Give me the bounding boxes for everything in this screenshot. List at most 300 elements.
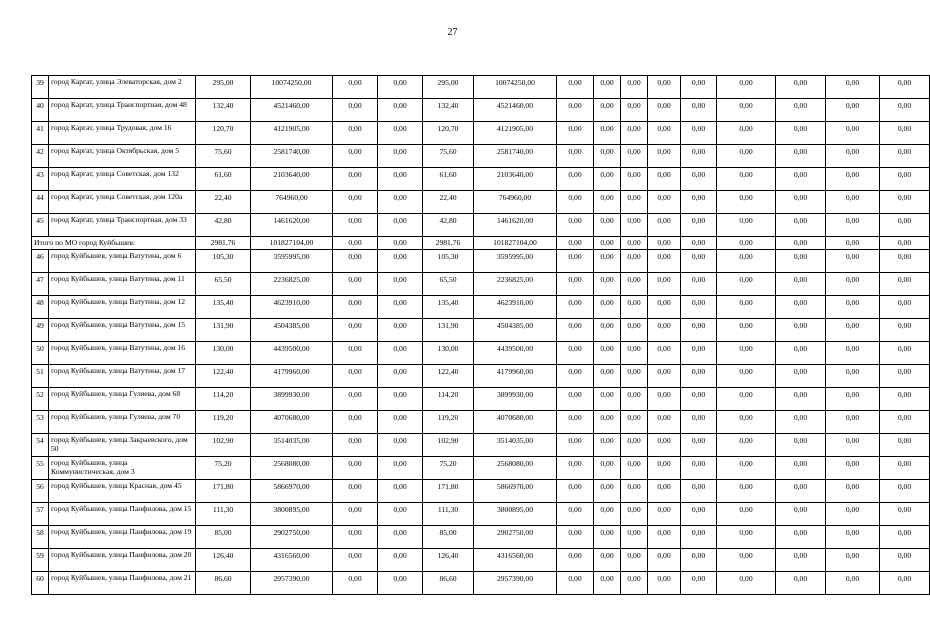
value-cell: 0,00: [378, 503, 423, 526]
row-number: 49: [32, 319, 49, 342]
value-cell: 135,40: [423, 296, 474, 319]
address-cell: город Куйбышев, улица Панфилова, дом 19: [49, 526, 196, 549]
value-cell: 130,00: [423, 342, 474, 365]
value-cell: 42,80: [196, 214, 251, 237]
value-cell: 0,00: [594, 214, 621, 237]
value-cell: 0,00: [717, 250, 776, 273]
value-cell: 0,00: [717, 76, 776, 99]
value-cell: 0,00: [557, 480, 594, 503]
address-cell: город Куйбышев, улица Панфилова, дом 21: [49, 572, 196, 595]
value-cell: 4121905,00: [474, 122, 557, 145]
value-cell: 2568080,00: [474, 457, 557, 480]
address-cell: город Каргат, улица Транспортная, дом 48: [49, 99, 196, 122]
subtotal-value-cell: 0,00: [557, 237, 594, 250]
value-cell: 0,00: [333, 457, 378, 480]
address-cell: город Куйбышев, улица Красная, дом 45: [49, 480, 196, 503]
value-cell: 0,00: [621, 457, 648, 480]
subtotal-label: Итого по МО город Куйбышев:: [32, 237, 196, 250]
value-cell: 0,00: [557, 250, 594, 273]
table-row: [32, 434, 930, 457]
value-cell: 135,40: [196, 296, 251, 319]
value-cell: 764960,00: [474, 191, 557, 214]
value-cell: 131,90: [196, 319, 251, 342]
address-cell: город Куйбышев, улица Закраевского, дом 50: [49, 434, 196, 457]
row-number: 51: [32, 365, 49, 388]
value-cell: 0,00: [717, 214, 776, 237]
value-cell: 0,00: [776, 434, 826, 457]
value-cell: 4521460,00: [474, 99, 557, 122]
value-cell: 0,00: [621, 191, 648, 214]
value-cell: 0,00: [594, 434, 621, 457]
value-cell: 0,00: [621, 365, 648, 388]
subtotal-value-cell: 0,00: [648, 237, 681, 250]
value-cell: 0,00: [880, 145, 930, 168]
value-cell: 65,50: [423, 273, 474, 296]
value-cell: 0,00: [776, 572, 826, 595]
value-cell: 3595995,00: [474, 250, 557, 273]
value-cell: 130,00: [196, 342, 251, 365]
value-cell: 0,00: [880, 250, 930, 273]
row-number: 44: [32, 191, 49, 214]
row-number: 46: [32, 250, 49, 273]
value-cell: 0,00: [378, 480, 423, 503]
value-cell: 0,00: [557, 76, 594, 99]
value-cell: 0,00: [776, 526, 826, 549]
value-cell: 0,00: [717, 549, 776, 572]
value-cell: 0,00: [717, 99, 776, 122]
value-cell: 0,00: [776, 76, 826, 99]
value-cell: 4504385,00: [251, 319, 333, 342]
value-cell: 0,00: [648, 273, 681, 296]
value-cell: 4179960,00: [251, 365, 333, 388]
value-cell: 5866970,00: [474, 480, 557, 503]
value-cell: 0,00: [648, 549, 681, 572]
value-cell: 0,00: [776, 122, 826, 145]
value-cell: 0,00: [333, 122, 378, 145]
value-cell: 0,00: [776, 214, 826, 237]
value-cell: 0,00: [776, 480, 826, 503]
value-cell: 0,00: [826, 273, 880, 296]
value-cell: 0,00: [621, 480, 648, 503]
value-cell: 0,00: [594, 526, 621, 549]
value-cell: 0,00: [681, 191, 717, 214]
value-cell: 0,00: [333, 214, 378, 237]
value-cell: 2902750,00: [474, 526, 557, 549]
value-cell: 0,00: [681, 296, 717, 319]
address-cell: город Каргат, улица Советская, дом 132: [49, 168, 196, 191]
subtotal-value-cell: 0,00: [776, 237, 826, 250]
value-cell: 0,00: [880, 214, 930, 237]
value-cell: 0,00: [880, 480, 930, 503]
value-cell: 0,00: [826, 319, 880, 342]
value-cell: 0,00: [557, 549, 594, 572]
value-cell: 0,00: [594, 503, 621, 526]
value-cell: 0,00: [621, 526, 648, 549]
value-cell: 0,00: [648, 365, 681, 388]
value-cell: 0,00: [594, 191, 621, 214]
address-cell: город Куйбышев, улица Ватутина, дом 6: [49, 250, 196, 273]
subtotal-row: [32, 237, 930, 250]
value-cell: 0,00: [594, 457, 621, 480]
value-cell: 61,60: [196, 168, 251, 191]
value-cell: 5866970,00: [251, 480, 333, 503]
value-cell: 0,00: [717, 572, 776, 595]
table-row: [32, 480, 930, 503]
row-number: 40: [32, 99, 49, 122]
row-number: 47: [32, 273, 49, 296]
value-cell: 1461620,00: [474, 214, 557, 237]
value-cell: 0,00: [557, 388, 594, 411]
value-cell: 0,00: [378, 99, 423, 122]
value-cell: 0,00: [880, 168, 930, 191]
value-cell: 0,00: [621, 76, 648, 99]
value-cell: 0,00: [648, 145, 681, 168]
value-cell: 0,00: [557, 342, 594, 365]
value-cell: 0,00: [378, 549, 423, 572]
value-cell: 0,00: [717, 388, 776, 411]
value-cell: 0,00: [378, 273, 423, 296]
value-cell: 0,00: [594, 480, 621, 503]
value-cell: 0,00: [333, 434, 378, 457]
value-cell: 22,40: [196, 191, 251, 214]
value-cell: 0,00: [826, 250, 880, 273]
address-cell: город Куйбышев, улица Ватутина, дом 15: [49, 319, 196, 342]
value-cell: 120,70: [423, 122, 474, 145]
value-cell: 114,20: [196, 388, 251, 411]
value-cell: 0,00: [880, 191, 930, 214]
table-row: [32, 273, 930, 296]
value-cell: 0,00: [378, 122, 423, 145]
row-number: 54: [32, 434, 49, 457]
value-cell: 0,00: [378, 572, 423, 595]
table-row: [32, 457, 930, 480]
value-cell: 0,00: [776, 388, 826, 411]
value-cell: 120,70: [196, 122, 251, 145]
value-cell: 0,00: [378, 319, 423, 342]
value-cell: 0,00: [648, 526, 681, 549]
value-cell: 4439500,00: [251, 342, 333, 365]
value-cell: 2103640,00: [251, 168, 333, 191]
value-cell: 3800895,00: [474, 503, 557, 526]
subtotal-value-cell: 101827104,00: [474, 237, 557, 250]
subtotal-value-cell: 0,00: [378, 237, 423, 250]
value-cell: 0,00: [681, 145, 717, 168]
value-cell: 3595995,00: [251, 250, 333, 273]
value-cell: 0,00: [681, 572, 717, 595]
value-cell: 0,00: [880, 457, 930, 480]
value-cell: 4070680,00: [251, 411, 333, 434]
value-cell: 0,00: [333, 273, 378, 296]
value-cell: 0,00: [681, 214, 717, 237]
value-cell: 2902750,00: [251, 526, 333, 549]
row-number: 41: [32, 122, 49, 145]
value-cell: 0,00: [333, 526, 378, 549]
value-cell: 0,00: [557, 434, 594, 457]
value-cell: 132,40: [423, 99, 474, 122]
value-cell: 10074250,00: [474, 76, 557, 99]
value-cell: 0,00: [648, 342, 681, 365]
subtotal-value-cell: 0,00: [681, 237, 717, 250]
value-cell: 0,00: [594, 168, 621, 191]
table-row: [32, 99, 930, 122]
value-cell: 0,00: [378, 145, 423, 168]
table-row: [32, 526, 930, 549]
value-cell: 2103640,00: [474, 168, 557, 191]
value-cell: 3514035,00: [474, 434, 557, 457]
value-cell: 126,40: [196, 549, 251, 572]
value-cell: 111,30: [196, 503, 251, 526]
value-cell: 4623910,00: [474, 296, 557, 319]
value-cell: 131,90: [423, 319, 474, 342]
value-cell: 0,00: [681, 168, 717, 191]
value-cell: 171,80: [196, 480, 251, 503]
value-cell: 4070680,00: [474, 411, 557, 434]
value-cell: 0,00: [826, 342, 880, 365]
value-cell: 0,00: [776, 296, 826, 319]
value-cell: 0,00: [594, 549, 621, 572]
address-cell: город Каргат, улица Трудовая, дом 16: [49, 122, 196, 145]
value-cell: 0,00: [557, 273, 594, 296]
value-cell: 4504385,00: [474, 319, 557, 342]
row-number: 59: [32, 549, 49, 572]
value-cell: 0,00: [378, 76, 423, 99]
value-cell: 0,00: [648, 572, 681, 595]
value-cell: 0,00: [378, 296, 423, 319]
row-number: 53: [32, 411, 49, 434]
value-cell: 0,00: [621, 319, 648, 342]
value-cell: 0,00: [621, 388, 648, 411]
value-cell: 119,20: [423, 411, 474, 434]
value-cell: 0,00: [557, 319, 594, 342]
address-cell: город Куйбышев, улица Гуляева, дом 70: [49, 411, 196, 434]
value-cell: 2581740,00: [251, 145, 333, 168]
value-cell: 0,00: [648, 168, 681, 191]
value-cell: 0,00: [378, 365, 423, 388]
value-cell: 0,00: [594, 342, 621, 365]
row-number: 55: [32, 457, 49, 480]
subtotal-value-cell: 2981,76: [196, 237, 251, 250]
value-cell: 0,00: [648, 76, 681, 99]
value-cell: 0,00: [594, 388, 621, 411]
value-cell: 0,00: [594, 296, 621, 319]
value-cell: 0,00: [717, 342, 776, 365]
value-cell: 0,00: [776, 273, 826, 296]
value-cell: 0,00: [826, 434, 880, 457]
value-cell: 86,60: [423, 572, 474, 595]
table-row: [32, 503, 930, 526]
value-cell: 114,20: [423, 388, 474, 411]
value-cell: 0,00: [621, 122, 648, 145]
table-row: [32, 145, 930, 168]
value-cell: 295,00: [423, 76, 474, 99]
address-cell: город Каргат, улица Октябрьская, дом 5: [49, 145, 196, 168]
value-cell: 0,00: [776, 250, 826, 273]
value-cell: 3514035,00: [251, 434, 333, 457]
value-cell: 0,00: [776, 145, 826, 168]
value-cell: 0,00: [826, 549, 880, 572]
value-cell: 122,40: [423, 365, 474, 388]
value-cell: 0,00: [557, 145, 594, 168]
value-cell: 0,00: [826, 365, 880, 388]
row-number: 57: [32, 503, 49, 526]
value-cell: 0,00: [681, 76, 717, 99]
value-cell: 0,00: [557, 214, 594, 237]
value-cell: 0,00: [621, 145, 648, 168]
value-cell: 0,00: [826, 457, 880, 480]
value-cell: 0,00: [648, 411, 681, 434]
value-cell: 0,00: [648, 296, 681, 319]
value-cell: 0,00: [557, 457, 594, 480]
value-cell: 0,00: [648, 503, 681, 526]
value-cell: 0,00: [681, 122, 717, 145]
value-cell: 4521460,00: [251, 99, 333, 122]
value-cell: 0,00: [333, 572, 378, 595]
value-cell: 111,30: [423, 503, 474, 526]
subtotal-value-cell: 0,00: [594, 237, 621, 250]
address-cell: город Каргат, улица Транспортная, дом 33: [49, 214, 196, 237]
address-cell: город Куйбышев, улица Панфилова, дом 15: [49, 503, 196, 526]
value-cell: 0,00: [681, 342, 717, 365]
value-cell: 0,00: [378, 191, 423, 214]
table-row: [32, 250, 930, 273]
value-cell: 764960,00: [251, 191, 333, 214]
value-cell: 0,00: [594, 273, 621, 296]
value-cell: 0,00: [880, 503, 930, 526]
value-cell: 0,00: [333, 191, 378, 214]
table-row: [32, 296, 930, 319]
value-cell: 0,00: [621, 503, 648, 526]
page-number: 27: [447, 27, 458, 38]
value-cell: 0,00: [333, 76, 378, 99]
value-cell: 2581740,00: [474, 145, 557, 168]
value-cell: 0,00: [826, 145, 880, 168]
value-cell: 0,00: [717, 457, 776, 480]
row-number: 45: [32, 214, 49, 237]
value-cell: 0,00: [681, 549, 717, 572]
value-cell: 0,00: [378, 342, 423, 365]
value-cell: 0,00: [717, 191, 776, 214]
value-cell: 0,00: [621, 99, 648, 122]
value-cell: 0,00: [378, 250, 423, 273]
table-row: [32, 122, 930, 145]
value-cell: 0,00: [681, 457, 717, 480]
value-cell: 171,80: [423, 480, 474, 503]
value-cell: 0,00: [776, 365, 826, 388]
value-cell: 0,00: [594, 250, 621, 273]
value-cell: 0,00: [826, 191, 880, 214]
value-cell: 0,00: [378, 214, 423, 237]
value-cell: 0,00: [681, 99, 717, 122]
value-cell: 0,00: [826, 411, 880, 434]
value-cell: 0,00: [378, 434, 423, 457]
value-cell: 2236825,00: [251, 273, 333, 296]
table-row: [32, 411, 930, 434]
row-number: 39: [32, 76, 49, 99]
value-cell: 0,00: [717, 480, 776, 503]
subtotal-value-cell: 0,00: [621, 237, 648, 250]
table-row: [32, 572, 930, 595]
row-number: 52: [32, 388, 49, 411]
value-cell: 0,00: [826, 168, 880, 191]
value-cell: 0,00: [826, 388, 880, 411]
value-cell: 0,00: [594, 365, 621, 388]
value-cell: 0,00: [333, 145, 378, 168]
address-cell: город Куйбышев, улица Ватутина, дом 11: [49, 273, 196, 296]
value-cell: 0,00: [648, 250, 681, 273]
value-cell: 0,00: [717, 145, 776, 168]
value-cell: 0,00: [333, 342, 378, 365]
value-cell: 0,00: [648, 457, 681, 480]
table-row: [32, 365, 930, 388]
value-cell: 0,00: [826, 480, 880, 503]
value-cell: 0,00: [717, 122, 776, 145]
value-cell: 0,00: [557, 168, 594, 191]
value-cell: 0,00: [717, 273, 776, 296]
value-cell: 102,90: [423, 434, 474, 457]
address-cell: город Куйбышев, улица Ватутина, дом 16: [49, 342, 196, 365]
address-cell: город Куйбышев, улица Коммунистическая, дом 3: [49, 457, 196, 480]
value-cell: 0,00: [648, 388, 681, 411]
value-cell: 75,20: [196, 457, 251, 480]
value-cell: 0,00: [717, 319, 776, 342]
value-cell: 0,00: [621, 250, 648, 273]
row-number: 48: [32, 296, 49, 319]
value-cell: 3899930,00: [474, 388, 557, 411]
value-cell: 0,00: [557, 503, 594, 526]
value-cell: 0,00: [717, 503, 776, 526]
value-cell: 0,00: [681, 503, 717, 526]
value-cell: 2236825,00: [474, 273, 557, 296]
value-cell: 0,00: [594, 99, 621, 122]
value-cell: 0,00: [557, 526, 594, 549]
value-cell: 0,00: [333, 319, 378, 342]
value-cell: 0,00: [378, 457, 423, 480]
value-cell: 0,00: [681, 365, 717, 388]
value-cell: 75,60: [423, 145, 474, 168]
value-cell: 4316560,00: [251, 549, 333, 572]
value-cell: 0,00: [594, 572, 621, 595]
value-cell: 0,00: [880, 411, 930, 434]
value-cell: 0,00: [776, 168, 826, 191]
value-cell: 0,00: [378, 411, 423, 434]
value-cell: 4439500,00: [474, 342, 557, 365]
value-cell: 0,00: [648, 434, 681, 457]
value-cell: 0,00: [333, 503, 378, 526]
value-cell: 0,00: [557, 296, 594, 319]
value-cell: 0,00: [681, 411, 717, 434]
table-row: [32, 76, 930, 99]
value-cell: 0,00: [333, 365, 378, 388]
value-cell: 0,00: [594, 122, 621, 145]
value-cell: 0,00: [621, 214, 648, 237]
row-number: 60: [32, 572, 49, 595]
value-cell: 0,00: [776, 549, 826, 572]
value-cell: 0,00: [880, 549, 930, 572]
value-cell: 0,00: [621, 342, 648, 365]
value-cell: 0,00: [557, 572, 594, 595]
value-cell: 2957390,00: [474, 572, 557, 595]
value-cell: 0,00: [880, 122, 930, 145]
data-table: [31, 75, 930, 595]
row-number: 56: [32, 480, 49, 503]
value-cell: 0,00: [880, 342, 930, 365]
value-cell: 4316560,00: [474, 549, 557, 572]
value-cell: 0,00: [648, 191, 681, 214]
value-cell: 85,00: [196, 526, 251, 549]
value-cell: 0,00: [880, 273, 930, 296]
address-cell: город Каргат, улица Элеваторская, дом 2: [49, 76, 196, 99]
value-cell: 0,00: [826, 572, 880, 595]
